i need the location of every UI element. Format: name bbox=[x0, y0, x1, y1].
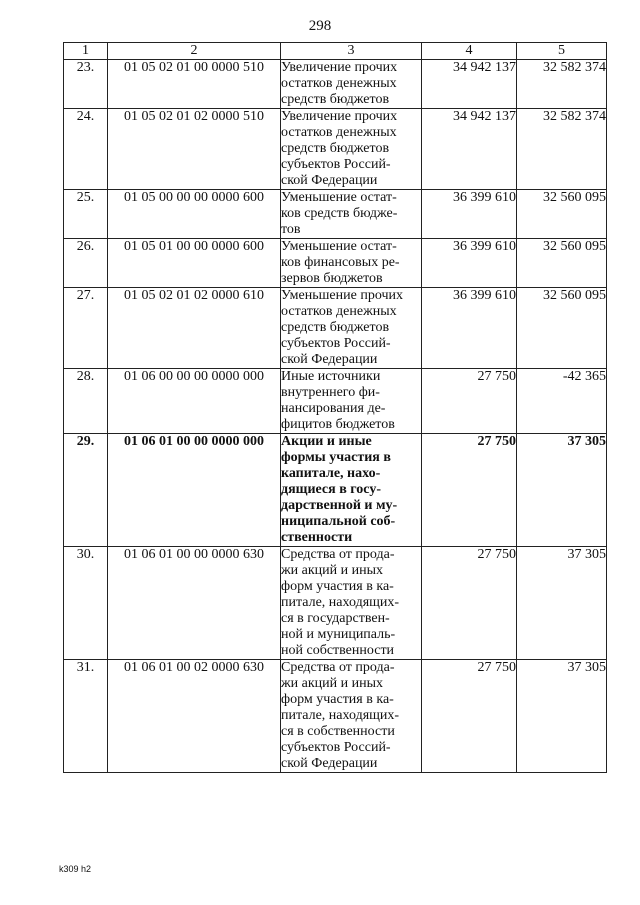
amount-column-5: 32 560 095 bbox=[517, 190, 607, 239]
budget-code: 01 05 00 00 00 0000 600 bbox=[108, 190, 281, 239]
amount-column-5: 32 560 095 bbox=[517, 239, 607, 288]
source-name-line: средств бюджетов bbox=[281, 141, 390, 156]
source-name-line: ственности bbox=[281, 530, 353, 545]
source-name-line: формы участия в bbox=[281, 450, 391, 465]
source-name-line: остатков денежных bbox=[281, 125, 397, 140]
row-number: 25. bbox=[64, 190, 108, 239]
amount-column-4: 36 399 610 bbox=[422, 239, 517, 288]
source-name bbox=[281, 434, 422, 547]
source-name-line: ской Федерации bbox=[281, 756, 378, 771]
source-name-line: внутреннего фи- bbox=[281, 385, 380, 400]
column-header-2: 2 bbox=[108, 43, 281, 60]
budget-code: 01 06 01 00 00 0000 630 bbox=[108, 547, 281, 660]
amount-column-5: 32 560 095 bbox=[517, 288, 607, 369]
amount-column-4: 27 750 bbox=[422, 369, 517, 434]
row-number: 26. bbox=[64, 239, 108, 288]
budget-code: 01 05 02 01 00 0000 510 bbox=[108, 60, 281, 109]
source-name-line: остатков денежных bbox=[281, 76, 397, 91]
source-name-line: Средства от прода- bbox=[281, 660, 395, 675]
source-name bbox=[281, 190, 422, 239]
table-row bbox=[64, 660, 607, 773]
row-number: 30. bbox=[64, 547, 108, 660]
source-name-line: зервов бюджетов bbox=[281, 271, 383, 286]
column-header-3: 3 bbox=[281, 43, 422, 60]
source-name-line: субъектов Россий- bbox=[281, 336, 391, 351]
amount-column-4: 34 942 137 bbox=[422, 109, 517, 190]
budget-code: 01 06 01 00 02 0000 630 bbox=[108, 660, 281, 773]
table-body bbox=[64, 60, 607, 773]
budget-code: 01 06 01 00 00 0000 000 bbox=[108, 434, 281, 547]
source-name-line: Уменьшение остат- bbox=[281, 239, 397, 254]
amount-column-5: -42 365 bbox=[517, 369, 607, 434]
budget-code: 01 05 01 00 00 0000 600 bbox=[108, 239, 281, 288]
row-number: 23. bbox=[64, 60, 108, 109]
page-number: 298 bbox=[308, 18, 332, 34]
source-name-line: средств бюджетов bbox=[281, 320, 390, 335]
source-name-line: ской Федерации bbox=[281, 173, 378, 188]
source-name-line: дарственной и му- bbox=[281, 498, 398, 513]
table-row bbox=[64, 109, 607, 190]
source-name bbox=[281, 288, 422, 369]
budget-code: 01 05 02 01 02 0000 510 bbox=[108, 109, 281, 190]
budget-code: 01 06 00 00 00 0000 000 bbox=[108, 369, 281, 434]
column-header-1: 1 bbox=[64, 43, 108, 60]
source-name-line: субъектов Россий- bbox=[281, 740, 391, 755]
source-name-line: субъектов Россий- bbox=[281, 157, 391, 172]
row-number: 24. bbox=[64, 109, 108, 190]
table-row bbox=[64, 239, 607, 288]
source-name-line: Уменьшение прочих bbox=[281, 288, 403, 303]
source-name bbox=[281, 369, 422, 434]
source-name-line: ской Федерации bbox=[281, 352, 378, 367]
amount-column-5: 37 305 bbox=[517, 434, 607, 547]
amount-column-4: 36 399 610 bbox=[422, 288, 517, 369]
source-name bbox=[281, 60, 422, 109]
source-name-line: Акции и иные bbox=[281, 434, 372, 449]
amount-column-5: 37 305 bbox=[517, 547, 607, 660]
row-number: 29. bbox=[64, 434, 108, 547]
source-name-line: ниципальной соб- bbox=[281, 514, 396, 529]
source-name-line: ков средств бюдже- bbox=[281, 206, 398, 221]
source-name-line: нансирования де- bbox=[281, 401, 386, 416]
source-name-line: форм участия в ка- bbox=[281, 579, 394, 594]
amount-column-4: 36 399 610 bbox=[422, 190, 517, 239]
source-name bbox=[281, 239, 422, 288]
amount-column-4: 27 750 bbox=[422, 660, 517, 773]
table-row bbox=[64, 190, 607, 239]
amount-column-5: 32 582 374 bbox=[517, 109, 607, 190]
source-name-line: питале, находящих- bbox=[281, 595, 400, 610]
amount-column-5: 37 305 bbox=[517, 660, 607, 773]
source-name bbox=[281, 109, 422, 190]
source-name-line: Увеличение прочих bbox=[281, 109, 398, 124]
source-name-line: остатков денежных bbox=[281, 304, 397, 319]
table-row bbox=[64, 60, 607, 109]
source-name-line: Средства от прода- bbox=[281, 547, 395, 562]
amount-column-4: 34 942 137 bbox=[422, 60, 517, 109]
table-row bbox=[64, 434, 607, 547]
source-name-line: форм участия в ка- bbox=[281, 692, 394, 707]
table-row bbox=[64, 547, 607, 660]
source-name-line: дящиеся в госу- bbox=[281, 482, 381, 497]
source-name-line: фицитов бюджетов bbox=[281, 417, 395, 432]
source-name-line: Увеличение прочих bbox=[281, 60, 398, 75]
table-row bbox=[64, 369, 607, 434]
amount-column-4: 27 750 bbox=[422, 547, 517, 660]
source-name bbox=[281, 660, 422, 773]
row-number: 28. bbox=[64, 369, 108, 434]
column-header-4: 4 bbox=[422, 43, 517, 60]
source-name-line: капитале, нахо- bbox=[281, 466, 381, 481]
source-name-line: средств бюджетов bbox=[281, 92, 390, 107]
row-number: 31. bbox=[64, 660, 108, 773]
column-header-5: 5 bbox=[517, 43, 607, 60]
row-number: 27. bbox=[64, 288, 108, 369]
budget-sources-table bbox=[63, 42, 607, 773]
amount-column-5: 32 582 374 bbox=[517, 60, 607, 109]
table-row bbox=[64, 288, 607, 369]
amount-column-4: 27 750 bbox=[422, 434, 517, 547]
source-name-line: Уменьшение остат- bbox=[281, 190, 397, 205]
source-name-line: питале, находящих- bbox=[281, 708, 400, 723]
source-name-line: ной и муниципаль- bbox=[281, 627, 396, 642]
source-name-line: ся в собственности bbox=[281, 724, 395, 739]
source-name-line: тов bbox=[281, 222, 301, 237]
budget-code: 01 05 02 01 02 0000 610 bbox=[108, 288, 281, 369]
footer-code: k309 h2 bbox=[59, 864, 92, 874]
source-name-line: Иные источники bbox=[281, 369, 381, 384]
source-name-line: жи акций и иных bbox=[281, 676, 384, 691]
source-name bbox=[281, 547, 422, 660]
source-name-line: ков финансовых ре- bbox=[281, 255, 400, 270]
source-name-line: жи акций и иных bbox=[281, 563, 384, 578]
source-name-line: ся в государствен- bbox=[281, 611, 390, 626]
table-header-row bbox=[64, 43, 607, 60]
source-name-line: ной собственности bbox=[281, 643, 395, 658]
